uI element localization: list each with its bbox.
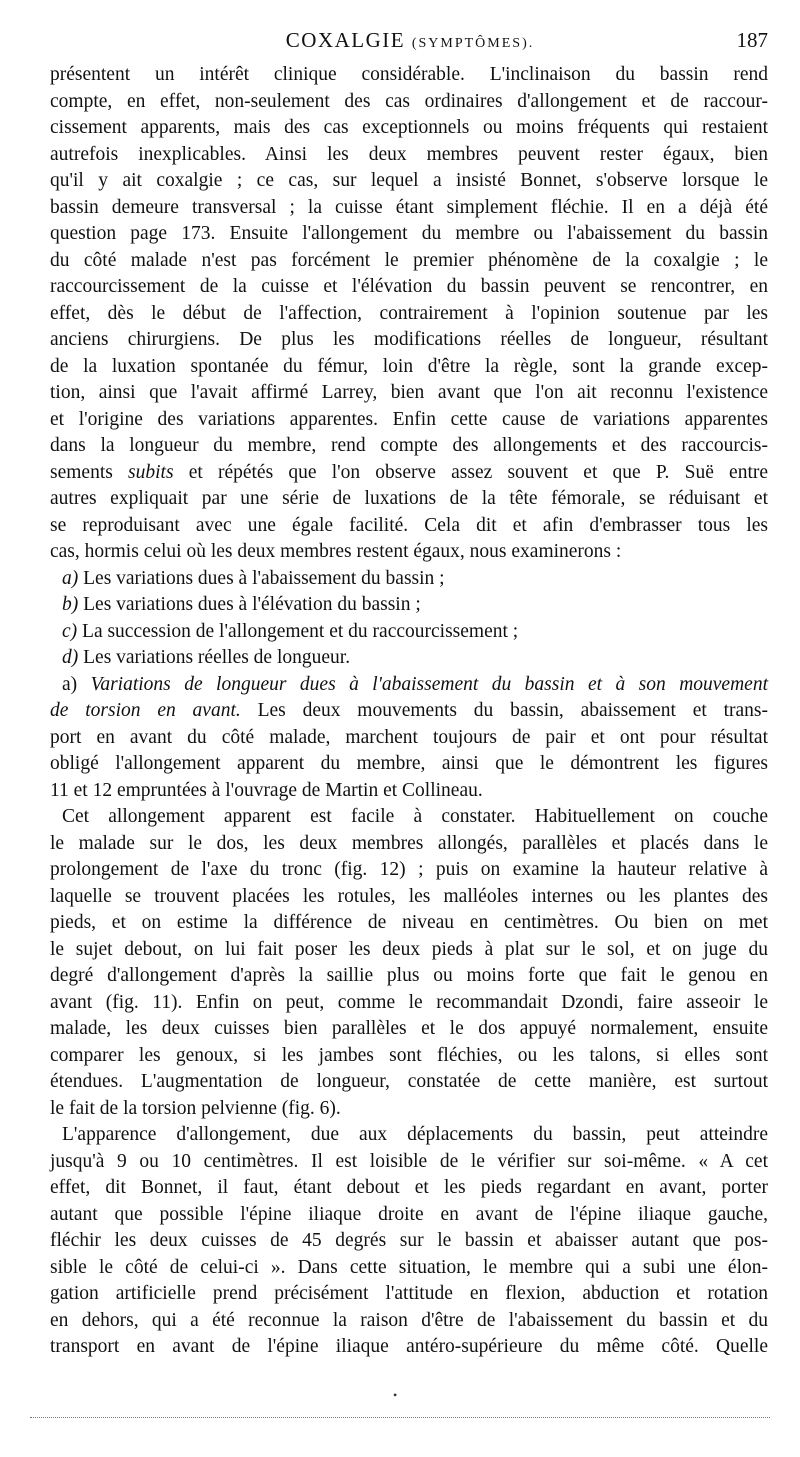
text-line: le malade sur le dos, les deux membres allongés, parallèles et placés dans le bbox=[50, 832, 768, 854]
text-line: présentent un intérêt clinique considérable. L'inclinaison du bassin rend bbox=[50, 64, 768, 85]
text-line: effet, dès le début de l'affection, contrairement à l'opinion soutenue par les bbox=[50, 302, 768, 324]
text-line: effet, dit Bonnet, il faut, étant debout et les pieds regardant en avant, porter bbox=[50, 1177, 768, 1198]
running-head bbox=[52, 28, 768, 53]
text-line: obligé l'allongement apparent du membre, ainsi que le démontrent les figures bbox=[50, 753, 768, 774]
text-line: jusqu'à 9 ou 10 centimètres. Il est loisible de le vérifier sur soi-même. « A cet bbox=[50, 1150, 768, 1172]
text-line: malade, les deux cuisses bien parallèles et le dos appuyé normalement, ensuite bbox=[50, 1018, 768, 1039]
text-fragment: et répétés que l'on observe assez souvent et que P. Suë entre bbox=[173, 461, 769, 483]
list-item-b bbox=[50, 592, 768, 619]
text-line: transport en avant de l'épine iliaque antéro-supérieure du même côté. Quelle bbox=[50, 1336, 768, 1357]
list-marker: d) bbox=[62, 647, 79, 668]
text-line: gation artificielle prend précisément l'attitude en flexion, abduction et rotation bbox=[50, 1283, 768, 1304]
text-line: comparer les genoux, si les jambes sont fléchies, ou les talons, si elles sont bbox=[50, 1044, 768, 1066]
text-line: le fait de la torsion pelvienne (fig. 6). bbox=[50, 1097, 341, 1119]
text-line: avant (fig. 11). Enfin on peut, comme le recommandait Dzondi, faire asseoir le bbox=[50, 991, 768, 1013]
text-line: sible le côté de celui-ci ». Dans cette situation, le membre qui a subi une élon- bbox=[50, 1256, 768, 1278]
text-line: anciens chirurgiens. De plus les modifications réelles de longueur, résultant bbox=[50, 329, 768, 350]
text-line: étendues. L'augmentation de longueur, constatée de cette manière, est surtout bbox=[50, 1071, 768, 1092]
text-line: tion, ainsi que l'avait affirmé Larrey, bien avant que l'on ait reconnu l'existence bbox=[50, 382, 768, 403]
text-line: se reproduisant avec une égale facilité. Cela dit et afin d'embrasser tous les bbox=[50, 514, 768, 536]
text-line: raccourcissement de la cuisse et l'élévation du bassin peuvent se rencontrer, en bbox=[50, 276, 768, 297]
text-line: le sujet debout, on lui fait poser les deux pieds à plat sur le sol, et on juge du bbox=[50, 938, 768, 960]
text-line: pieds, et on estime la différence de niveau en centimètres. Ou bien on met bbox=[50, 912, 768, 933]
text-line: compte, en effet, non-seulement des cas ordinaires d'allongement et de raccour- bbox=[50, 90, 768, 112]
text-line: et l'origine des variations apparentes. Enfin cette cause de variations apparentes bbox=[50, 408, 768, 430]
text-line: autant que possible l'épine iliaque droite en avant de l'épine iliaque gauche, bbox=[50, 1203, 768, 1225]
list-item-text: Les variations dues à l'abaissement du bassin ; bbox=[78, 567, 445, 589]
section-heading: Variations de longueur dues à l'abaissement du bassin et à son mouvement bbox=[90, 673, 768, 695]
list-item-c bbox=[50, 619, 768, 646]
list-item-a bbox=[50, 566, 768, 593]
text-line: laquelle se trouvent placées les rotules, les malléoles internes ou les plantes des bbox=[50, 885, 768, 907]
text-line: 11 et 12 empruntées à l'ouvrage de Martin et Collineau. bbox=[50, 779, 483, 801]
list-marker: c) bbox=[62, 620, 78, 642]
text-line: L'apparence d'allongement, due aux déplacements du bassin, peut atteindre bbox=[62, 1124, 768, 1145]
list-marker: b) bbox=[62, 594, 79, 615]
footer-mark: • bbox=[393, 1388, 398, 1402]
section-heading: de torsion en avant. bbox=[50, 700, 241, 721]
text-fragment: Les deux mouvements du bassin, abaissement et trans- bbox=[240, 700, 768, 721]
running-head-title: COXALGIE bbox=[285, 28, 406, 52]
text-line: fléchir les deux cuisses de 45 degrés sur le bassin et abaisser autant que pos- bbox=[50, 1230, 768, 1251]
text-line: prolongement de l'axe du tronc (fig. 12) ; puis on examine la hauteur relative à bbox=[50, 859, 768, 880]
list-item-text: Les variations dues à l'élévation du bassin ; bbox=[78, 594, 421, 615]
section-marker: a) bbox=[62, 673, 91, 695]
body-text bbox=[50, 62, 768, 1361]
page-number: 187 bbox=[736, 28, 768, 52]
list-item-text: La succession de l'allongement et du raccourcissement ; bbox=[77, 620, 519, 642]
text-line: de la luxation spontanée du fémur, loin d'être la règle, sont la grande excep- bbox=[50, 355, 768, 377]
text-line: dans la longueur du membre, rend compte des allongements et des raccourcis- bbox=[50, 435, 768, 456]
list-item-text: Les variations réelles de longueur. bbox=[78, 647, 351, 668]
list-item-d bbox=[50, 645, 768, 672]
section-heading-line bbox=[50, 672, 768, 699]
text-fragment: sements bbox=[50, 461, 129, 483]
text-line: Cet allongement apparent est facile à constater. Habituellement on couche bbox=[62, 806, 768, 827]
text-line-subits bbox=[50, 460, 768, 487]
text-line: autres expliquait par une série de luxations de la tête fémorale, se réduisant et bbox=[50, 488, 768, 509]
italic-word-subits: subits bbox=[128, 461, 174, 483]
text-line: du côté malade n'est pas forcément le premier phénomène de la coxalgie ; le bbox=[50, 249, 768, 271]
text-line: cissement apparents, mais des cas exceptionnels ou moins fréquents qui restaient bbox=[50, 117, 768, 138]
text-line: cas, hormis celui où les deux membres restent égaux, nous examinerons : bbox=[50, 541, 622, 562]
text-line: en dehors, qui a été reconnue la raison d'être de l'abaissement du bassin et du bbox=[50, 1309, 768, 1331]
running-head-subtitle: (SYMPTÔMES). bbox=[411, 36, 535, 51]
footer-rule bbox=[30, 1417, 770, 1418]
text-line: degré d'allongement d'après la saillie plus ou moins forte que fait le genou en bbox=[50, 965, 768, 986]
text-line: question page 173. Ensuite l'allongement du membre ou l'abaissement du bassin bbox=[50, 223, 768, 244]
page-header bbox=[52, 28, 768, 58]
section-heading-line bbox=[50, 698, 768, 725]
text-line: bassin demeure transversal ; la cuisse étant simplement fléchie. Il en a déjà été bbox=[50, 196, 768, 218]
text-line: autrefois inexplicables. Ainsi les deux membres peuvent rester égaux, bien bbox=[50, 143, 768, 165]
text-line: qu'il y ait coxalgie ; ce cas, sur lequel a insisté Bonnet, s'observe lorsque le bbox=[50, 170, 768, 191]
list-marker: a) bbox=[62, 567, 79, 589]
text-line: port en avant du côté malade, marchent toujours de pair et ont pour résultat bbox=[50, 726, 768, 748]
